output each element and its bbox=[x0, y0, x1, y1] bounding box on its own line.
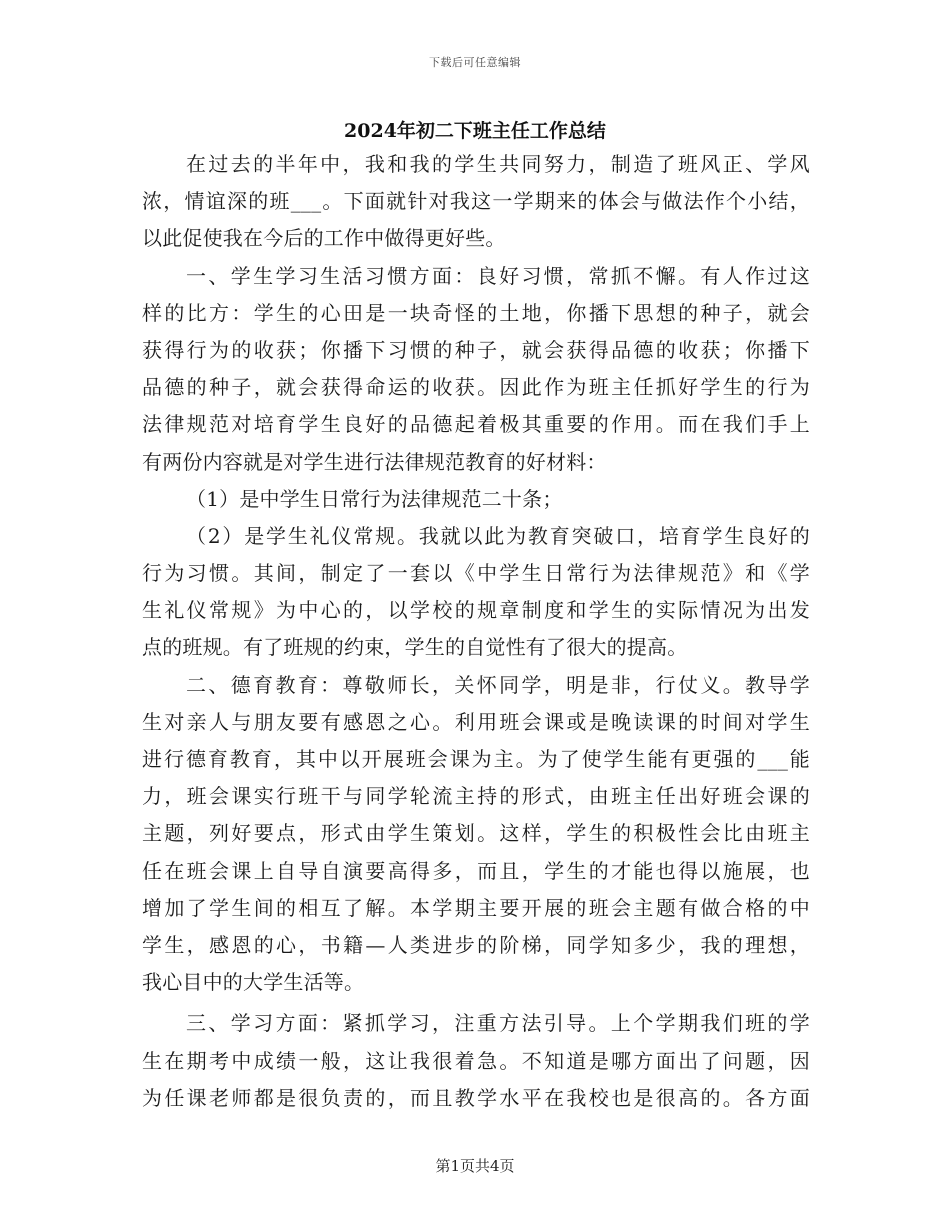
list-item: （2）是学生礼仪常规。我就以此为教育突破口，培育学生良好的 bbox=[186, 523, 810, 548]
paragraph-line: 三、学习方面：紧抓学习，注重方法引导。上个学期我们班的学 bbox=[186, 1011, 810, 1036]
paragraph-line: 为任课老师都是很负责的，而且教学水平在我校也是很高的。各方面 bbox=[142, 1085, 810, 1110]
paragraph-line: 进行德育教育，其中以开展班会课为主。为了使学生能有更强的___能 bbox=[142, 747, 810, 771]
paragraph-line: 法律规范对培育学生良好的品德起着极其重要的作用。而在我们手上 bbox=[142, 412, 810, 437]
paragraph-line: 获得行为的收获；你播下习惯的种子，就会获得品德的收获；你播下 bbox=[142, 337, 810, 362]
paragraph-line: 以此促使我在今后的工作中做得更好些。 bbox=[142, 226, 506, 251]
paragraph-line: 品德的种子，就会获得命运的收获。因此作为班主任抓好学生的行为 bbox=[142, 375, 810, 400]
paragraph-line: 行为习惯。其间，制定了一套以《中学生日常行为法律规范》和《学 bbox=[142, 561, 810, 586]
paragraph-line: 样的比方：学生的心田是一块奇怪的土地，你播下思想的种子，就会 bbox=[142, 300, 810, 325]
paragraph-line: 浓，情谊深的班___。下面就针对我这一学期来的体会与做法作个小结， bbox=[142, 189, 810, 214]
paragraph-line: 生礼仪常规》为中心的，以学校的规章制度和学生的实际情况为出发 bbox=[142, 598, 810, 623]
paragraph-line: 生对亲人与朋友要有感恩之心。利用班会课或是晚读课的时间对学生 bbox=[142, 709, 810, 734]
paragraph-line: 增加了学生间的相互了解。本学期主要开展的班会主题有做合格的中 bbox=[142, 895, 810, 920]
paragraph-line: 二、德育教育：尊敬师长，关怀同学，明是非，行仗义。教导学 bbox=[186, 672, 810, 697]
header-note: 下载后可任意编辑 bbox=[429, 56, 521, 69]
paragraph-line: 生在期考中成绩一般，这让我很着急。不知道是哪方面出了问题，因 bbox=[142, 1048, 810, 1073]
paragraph-line: 任在班会课上自导自演要高得多，而且，学生的才能也得以施展，也 bbox=[142, 858, 810, 883]
paragraph-line: 主题，列好要点，形式由学生策划。这样，学生的积极性会比由班主 bbox=[142, 821, 810, 846]
document-body bbox=[142, 146, 810, 1117]
page-number: 第1页共4页 bbox=[435, 1157, 515, 1175]
paragraph-line: 学生，感恩的心，书籍—人类进步的阶梯，同学知多少，我的理想， bbox=[142, 932, 810, 957]
list-item: （1）是中学生日常行为法律规范二十条； bbox=[186, 486, 563, 511]
paragraph-line: 一、学生学习生活习惯方面：良好习惯，常抓不懈。有人作过这 bbox=[186, 263, 810, 288]
paragraph-line: 我心目中的大学生活等。 bbox=[142, 970, 365, 995]
paragraph-line: 有两份内容就是对学生进行法律规范教育的好材料： bbox=[142, 449, 607, 474]
document-title: 2024年初二下班主任工作总结 bbox=[344, 120, 606, 142]
paragraph-line: 在过去的半年中，我和我的学生共同努力，制造了班风正、学风 bbox=[186, 152, 810, 176]
paragraph-line: 点的班规。有了班规的约束，学生的自觉性有了很大的提高。 bbox=[142, 635, 688, 660]
paragraph-line: 力，班会课实行班干与同学轮流主持的形式，由班主任出好班会课的 bbox=[142, 784, 810, 809]
